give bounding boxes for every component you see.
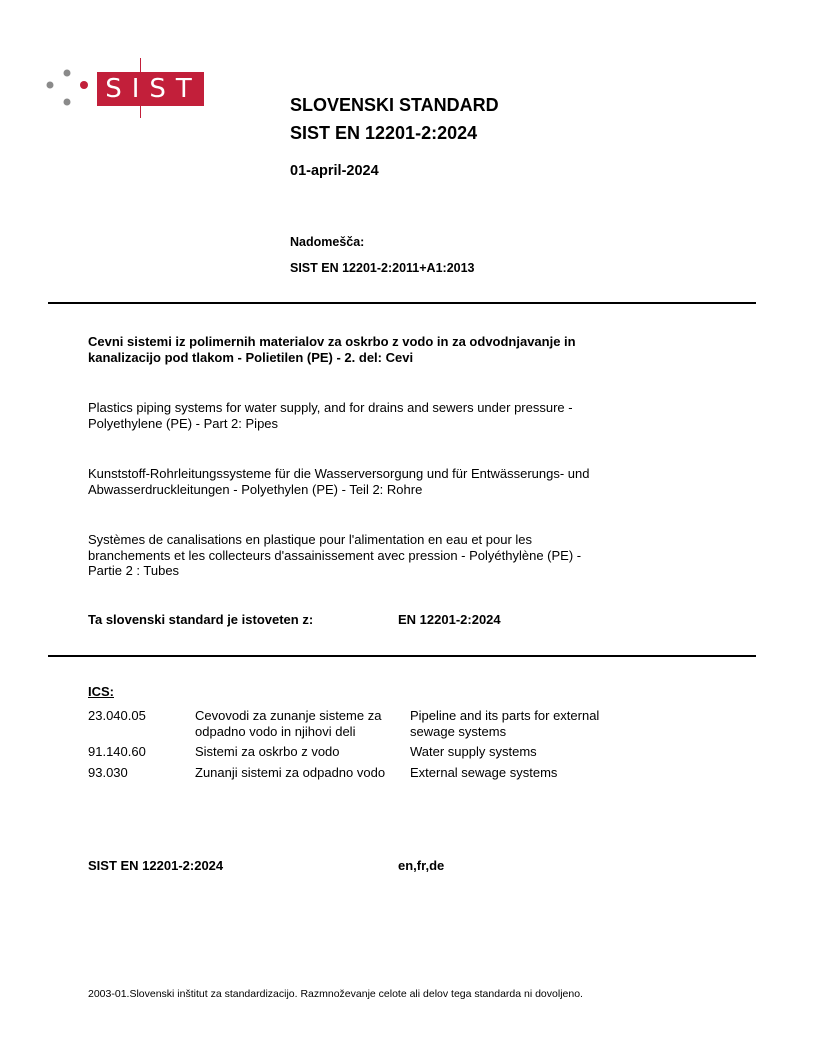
replaces-label: Nadomešča: [290,235,365,249]
summary-code: SIST EN 12201-2:2024 [88,858,224,873]
ics-code: 23.040.05 [88,708,146,723]
ics-table [88,708,630,785]
copyright-footer: 2003-01.Slovenski inštitut za standardizacijo. Razmnoževanje celote ali delov tega standarda ni dovoljeno. [88,988,583,1000]
identical-label: Ta slovenski standard je istoveten z: [88,612,314,627]
ics-sl: Zunanji sistemi za odpadno vodo [195,764,386,780]
title-french: Systèmes de canalisations en plastique pour l'alimentation en eau et pour les branchements et les collecteurs d'assainissement avec pression - Polyéthylène (PE) - Partie 2 : Tubes [88,532,582,578]
sist-logo-dots-icon [46,68,92,112]
ics-sl: Cevovodi za zunanje sisteme za odpadno vodo in njihovi deli [195,708,382,739]
sist-logo: SIST [97,72,204,106]
publication-date: 01-april-2024 [290,163,379,179]
identical-value: EN 12201-2:2024 [398,612,501,627]
replaces-code: SIST EN 12201-2:2011+A1:2013 [290,261,475,275]
ics-code: 91.140.60 [88,744,146,759]
ics-heading: ICS: [88,684,114,699]
table-row [88,708,630,744]
table-row [88,765,630,786]
ics-en: Water supply systems [410,744,537,759]
table-row [88,744,630,765]
title-english: Plastics piping systems for water supply, and for drains and sewers under pressure - Polyethylene (PE) - Part 2: Pipes [88,400,573,431]
title-slovenian: Cevni sistemi iz polimernih materialov za oskrbo z vodo in za odvodnjavanje in kanalizacijo pod tlakom - Polietilen (PE) - 2. del: Cevi [88,334,576,365]
ics-en: External sewage systems [410,764,558,780]
divider-top [48,302,756,304]
standard-code: SIST EN 12201-2:2024 [290,123,478,143]
summary-languages: en,fr,de [398,858,445,873]
divider-bottom [48,655,756,657]
ics-en: Pipeline and its parts for external sewage systems [410,708,600,739]
standard-label: SLOVENSKI STANDARD [290,95,499,115]
title-german: Kunststoff-Rohrleitungssysteme für die Wasserversorgung und für Entwässerungs- und Abwasserdruckleitungen - Polyethylen (PE) - Teil 2: Rohre [88,466,590,497]
ics-sl: Sistemi za oskrbo z vodo [195,744,340,759]
ics-code: 93.030 [88,764,128,780]
